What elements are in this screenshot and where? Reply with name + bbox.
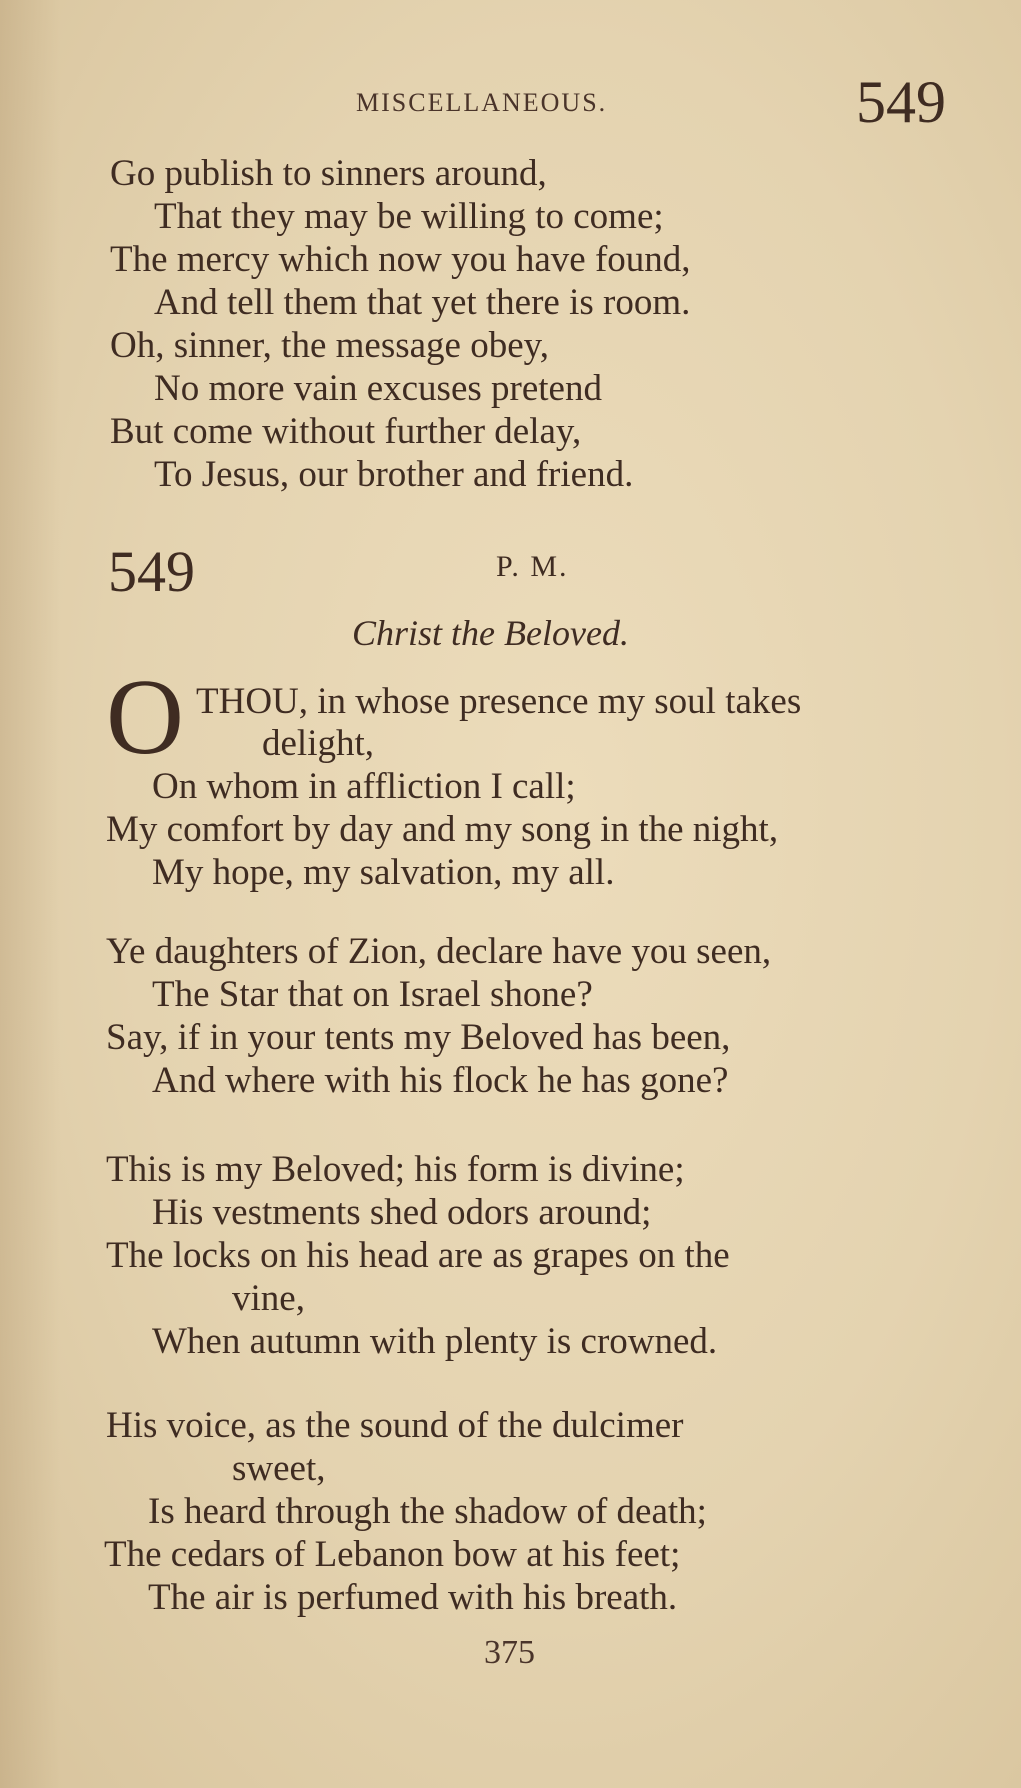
verse-line: To Jesus, our brother and friend. <box>154 454 634 495</box>
verse-line: His voice, as the sound of the dulcimer <box>106 1405 684 1446</box>
verse-line: Go publish to sinners around, <box>110 153 547 194</box>
verse-line: That they may be willing to come; <box>154 196 664 237</box>
verse-line: My comfort by day and my song in the night, <box>106 809 779 850</box>
verse-line: Ye daughters of Zion, declare have you seen, <box>106 931 772 972</box>
page-edge-shadow <box>0 0 60 1788</box>
verse-line: And tell them that yet there is room. <box>154 282 691 323</box>
drop-cap: O <box>106 658 184 777</box>
running-head: MISCELLANEOUS. <box>356 88 608 117</box>
verse-line: sweet, <box>232 1448 326 1489</box>
verse-line: When autumn with plenty is crowned. <box>152 1321 718 1362</box>
verse-line: The Star that on Israel shone? <box>152 974 593 1015</box>
hymn-number: 549 <box>108 539 195 604</box>
hymn-title: Christ the Beloved. <box>352 613 629 653</box>
verse-line: Say, if in your tents my Beloved has been, <box>106 1017 731 1058</box>
hymn-meter: P. M. <box>496 550 569 583</box>
verse-line: The locks on his head are as grapes on the <box>106 1235 730 1276</box>
verse-line: The air is perfumed with his breath. <box>148 1577 678 1618</box>
page-folio-number: 375 <box>484 1634 535 1671</box>
verse-line: On whom in affliction I call; <box>152 766 576 807</box>
verse-line: No more vain excuses pretend <box>154 368 602 409</box>
verse-line: This is my Beloved; his form is divine; <box>106 1149 685 1190</box>
verse-line: THOU, in whose presence my soul takes <box>196 681 802 722</box>
verse-line: But come without further delay, <box>110 411 582 452</box>
verse-line: Oh, sinner, the message obey, <box>110 325 549 366</box>
verse-line: The mercy which now you have found, <box>110 239 691 280</box>
verse-line: And where with his flock he has gone? <box>152 1060 729 1101</box>
verse-line: Is heard through the shadow of death; <box>148 1491 707 1532</box>
verse-line: vine, <box>232 1278 305 1319</box>
verse-line: His vestments shed odors around; <box>152 1192 652 1233</box>
verse-line: The cedars of Lebanon bow at his feet; <box>104 1534 681 1575</box>
verse-line: delight, <box>262 723 375 764</box>
verse-line: My hope, my salvation, my all. <box>152 852 615 893</box>
page-hymn-number: 549 <box>856 69 946 135</box>
